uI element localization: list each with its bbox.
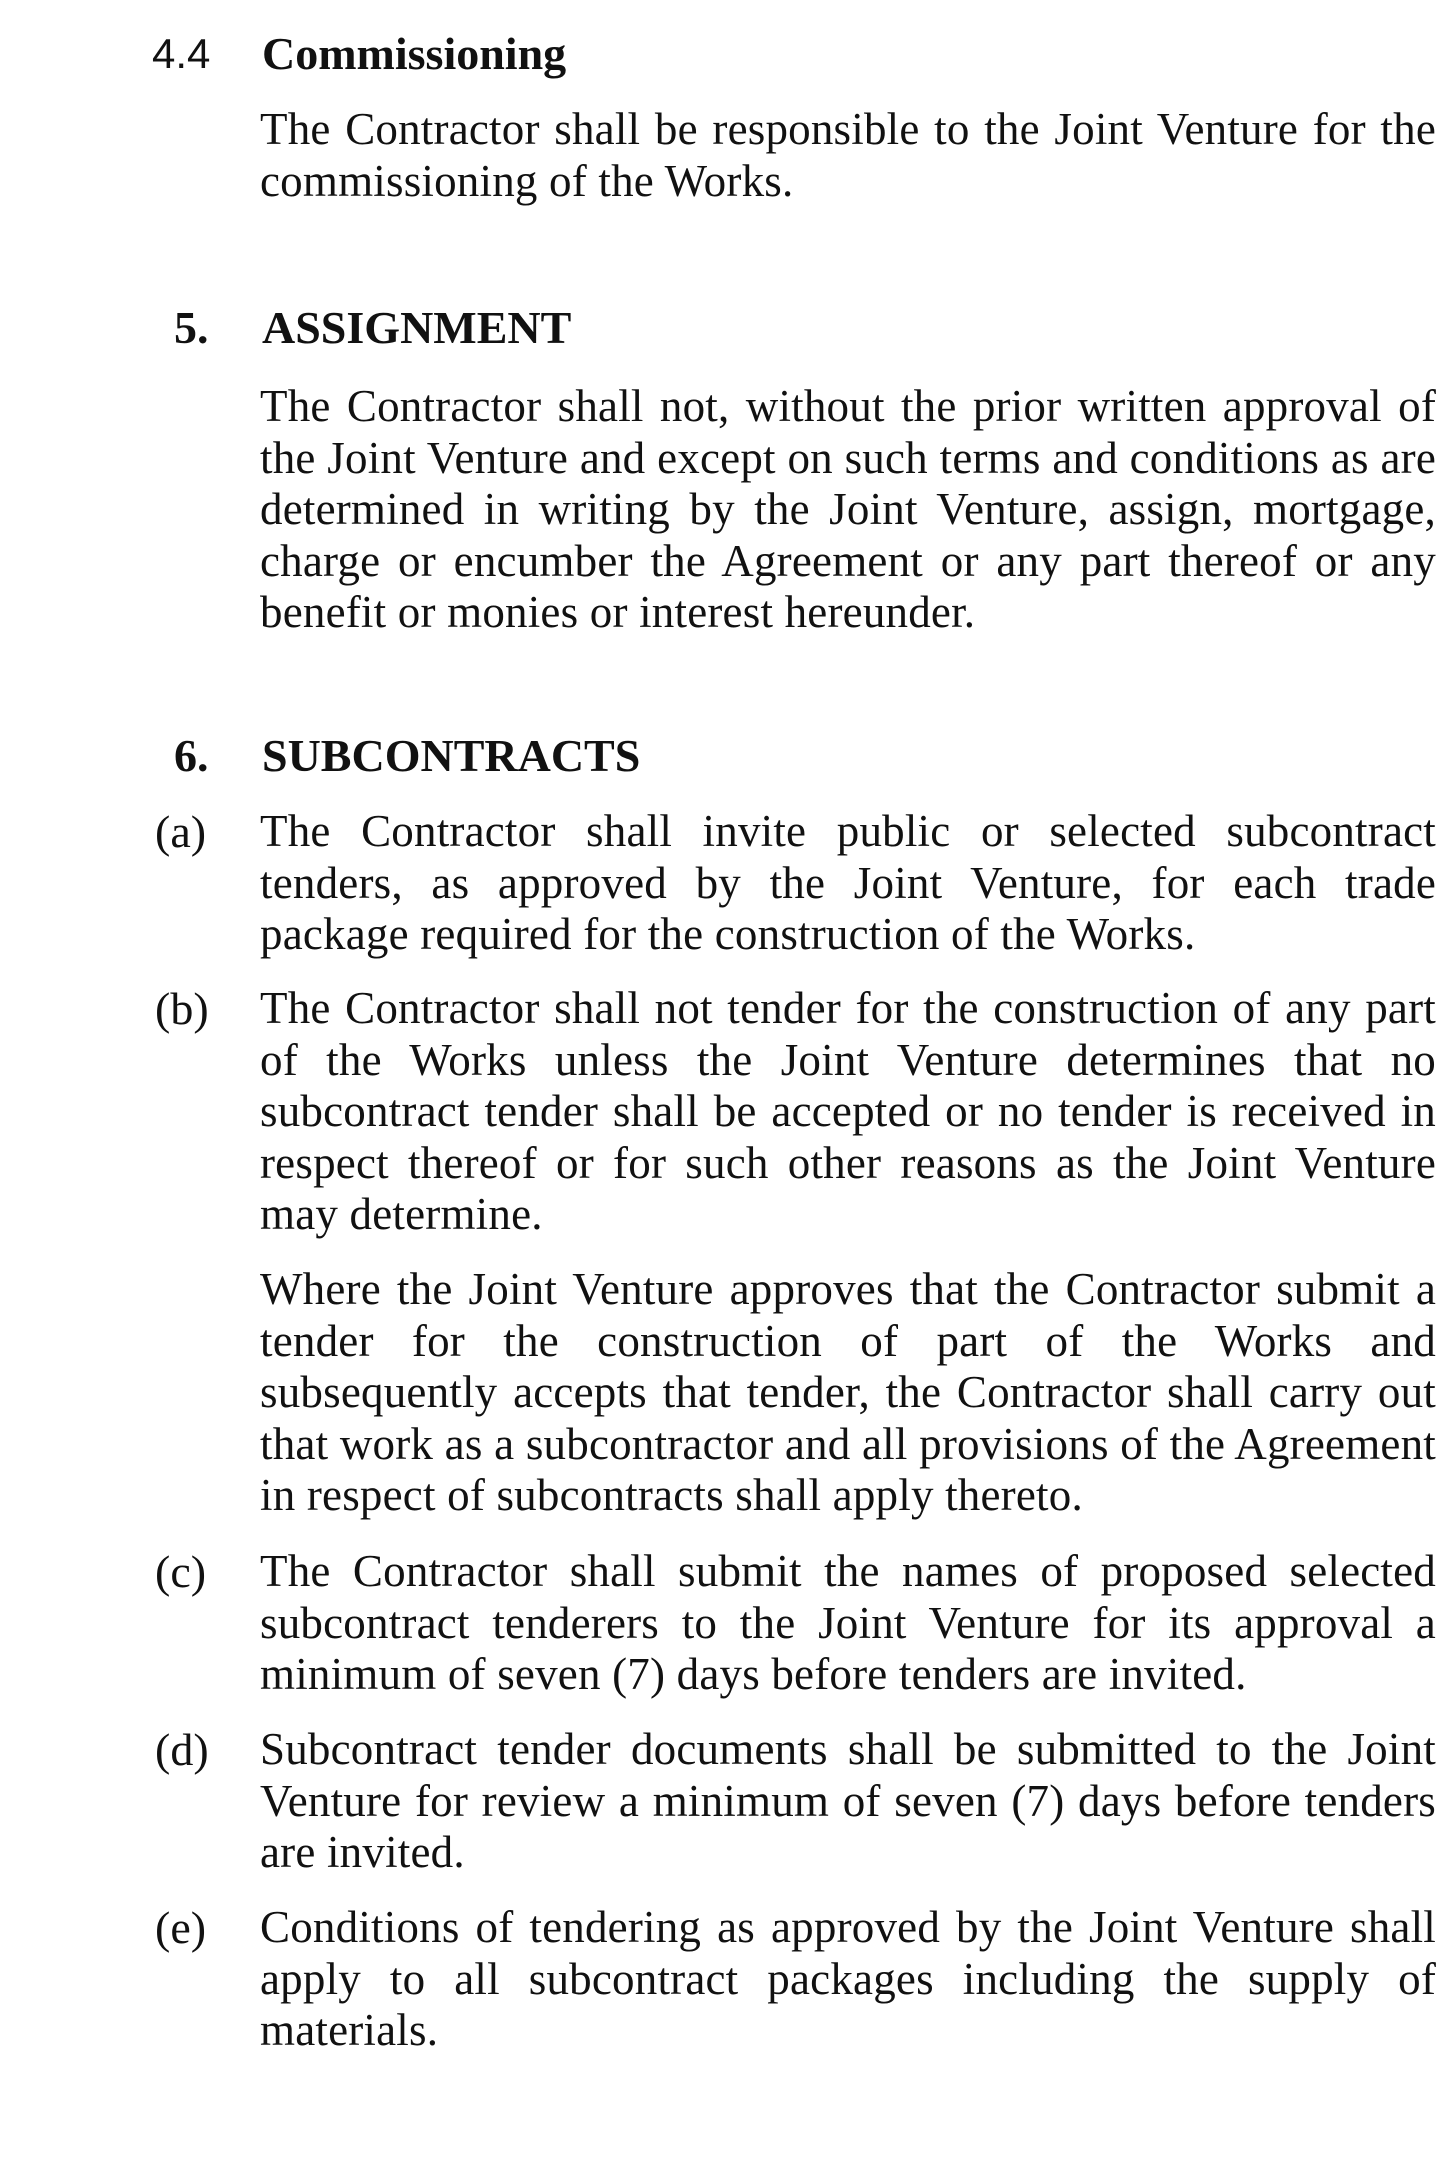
list-item-continuation: Where the Joint Venture approves that the Contractor submit a tender for the construction of part of the Works and subsequently accepts that tender, the Contractor shall carry out that work as a subcontractor and all provisions of the Agreement in respect of subcontracts shall apply thereto. xyxy=(260,1264,1436,1520)
list-item-label: (d) xyxy=(155,1724,209,1775)
list-item-label: (c) xyxy=(155,1546,207,1597)
list-item-label: (e) xyxy=(155,1902,207,1953)
list-item-text: Subcontract tender documents shall be submitted to the Joint Venture for review a minimum of seven (7) days before tenders are invited. xyxy=(260,1724,1436,1877)
list-item-text: The Contractor shall not tender for the construction of any part of the Works unless the Joint Venture determines that no subcontract tender shall be accepted or no tender is received in respect thereof or for such other reasons as the Joint Venture may determine. xyxy=(260,983,1436,1239)
list-item-label: (a) xyxy=(155,806,207,857)
list-item-text: Conditions of tendering as approved by the Joint Venture shall apply to all subcontract packages including the supply of materials. xyxy=(260,1902,1436,2055)
section-heading: Commissioning xyxy=(262,28,567,79)
section-heading: SUBCONTRACTS xyxy=(262,730,641,781)
section-heading: ASSIGNMENT xyxy=(262,302,572,353)
section-paragraph: The Contractor shall be responsible to the Joint Venture for the commissioning of the Works. xyxy=(260,104,1436,206)
list-item-label: (b) xyxy=(155,983,209,1034)
section-number: 5. xyxy=(174,302,209,353)
list-item-text: The Contractor shall submit the names of proposed selected subcontract tenderers to the Joint Venture for its approval a minimum of seven (7) days before tenders are invited. xyxy=(260,1546,1436,1699)
section-number: 6. xyxy=(174,730,209,781)
section-number: 4.4 xyxy=(152,30,211,77)
section-paragraph: The Contractor shall not, without the prior written approval of the Joint Venture and except on such terms and conditions as are determined in writing by the Joint Venture, assign, mortgage, charge or encumber the Agreement or any part thereof or any benefit or monies or interest hereunder. xyxy=(260,381,1436,637)
list-item-text: The Contractor shall invite public or selected subcontract tenders, as approved by the Joint Venture, for each trade package required for the construction of the Works. xyxy=(260,806,1436,959)
